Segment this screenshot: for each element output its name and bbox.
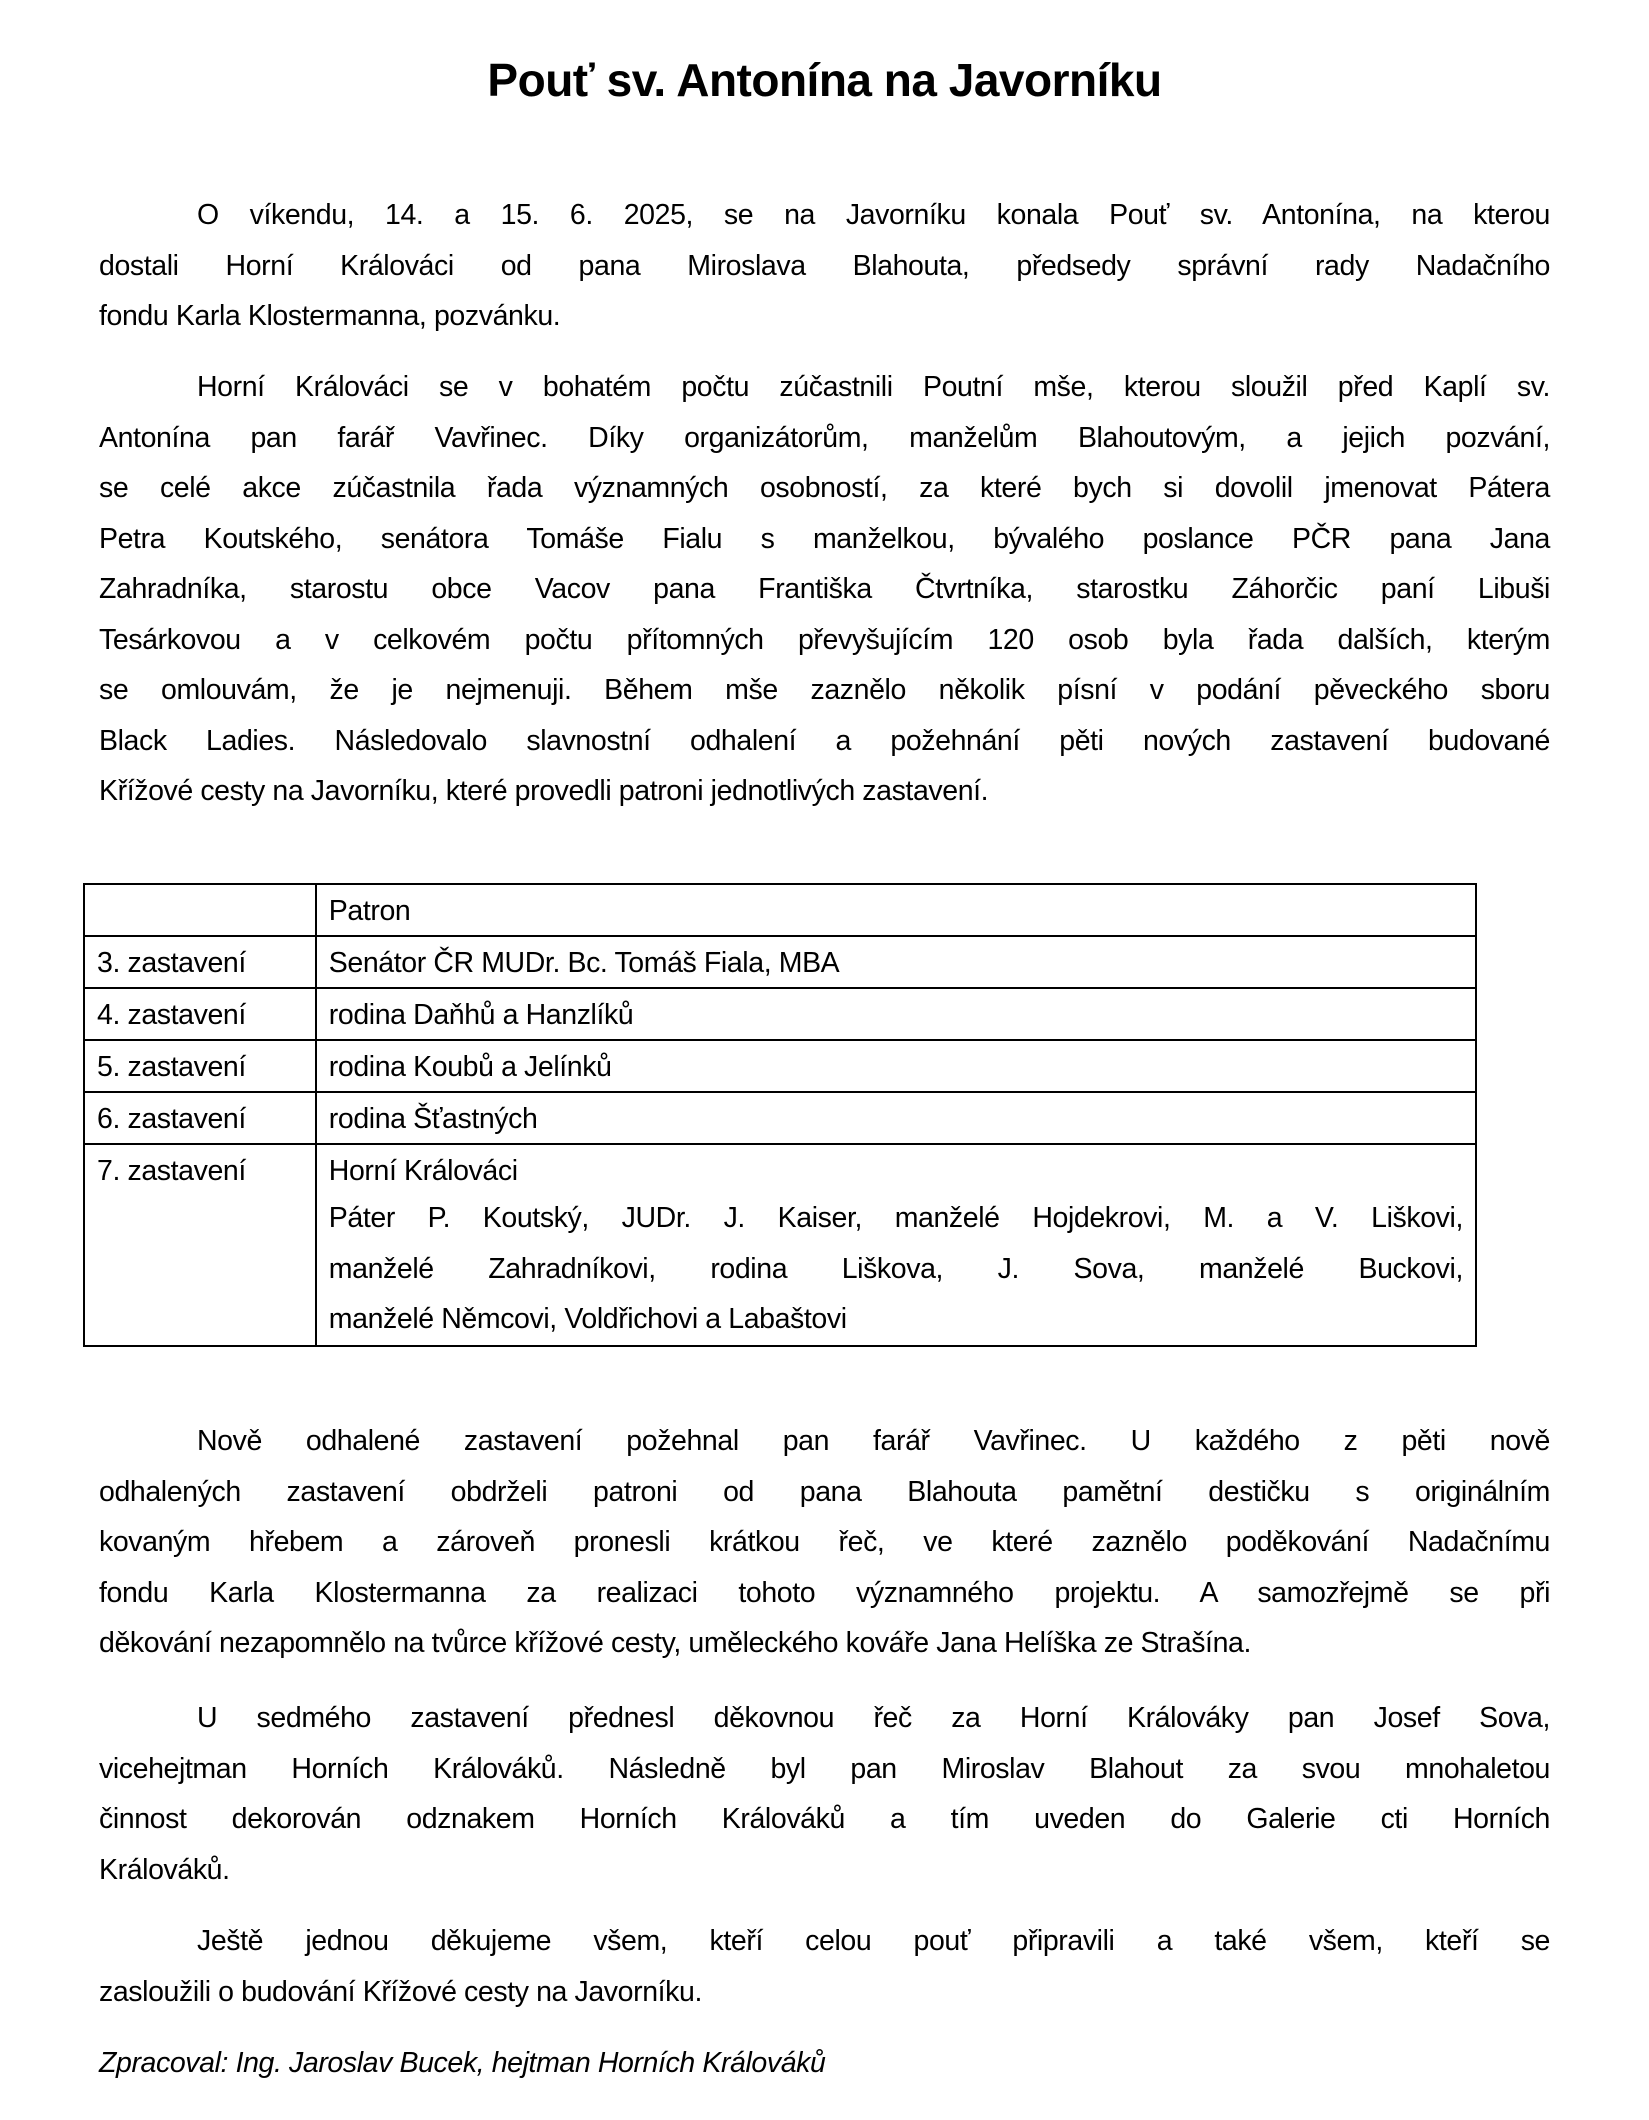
stop-cell: 7. zastavení	[84, 1144, 316, 1346]
paragraph-line: Antonína pan farář Vavřinec. Díky organizátorům, manželům Blahoutovým, a jejich pozvání,	[99, 421, 1550, 454]
patron-cell	[316, 988, 1476, 1040]
paragraph-line: děkování nezapomnělo na tvůrce křížové cesty, uměleckého kováře Jana Helíška ze Strašína.	[99, 1627, 1251, 1659]
table-header-row	[84, 884, 1476, 936]
table-row	[84, 1092, 1476, 1144]
stop-cell: 6. zastavení	[84, 1092, 316, 1144]
paragraph-line: Králováků.	[99, 1853, 230, 1886]
patron-line: rodina Koubů a Jelínků	[328, 1051, 612, 1083]
patron-cell	[316, 1040, 1476, 1092]
table-row	[84, 1040, 1476, 1092]
paragraph-line: vicehejtman Horních Králováků. Následně byl pan Miroslav Blahout za svou mnohaletou	[99, 1752, 1550, 1785]
document-title: Pouť sv. Antonína na Javorníku	[487, 54, 1162, 106]
paragraph-line: O víkendu, 14. a 15. 6. 2025, se na Javorníku konala Pouť sv. Antonína, na kterou	[197, 199, 1550, 231]
paragraph-mass-attendees	[99, 362, 1550, 817]
paragraph-line: fondu Karla Klostermanna za realizaci tohoto významného projektu. A samozřejmě se při	[99, 1576, 1550, 1609]
signature-text: Zpracoval: Ing. Jaroslav Bucek, hejtman Horních Králováků	[99, 2047, 826, 2079]
patron-line: rodina Šťastných	[328, 1103, 538, 1135]
patron-line: manželé Němcovi, Voldřichovi a Labaštovi	[328, 1303, 847, 1335]
paragraph-line: kovaným hřebem a zároveň pronesli krátkou řeč, ve které zaznělo poděkování Nadačnímu	[99, 1526, 1550, 1558]
table-header-empty	[84, 884, 316, 936]
patron-table	[83, 883, 1477, 1347]
table-row	[84, 988, 1476, 1040]
paragraph-line: odhalených zastavení obdrželi patroni od pana Blahouta pamětní destičku s originálním	[99, 1475, 1550, 1508]
patron-line: rodina Daňhů a Hanzlíků	[328, 999, 634, 1031]
paragraph-invitation	[99, 190, 1550, 342]
signature	[99, 2038, 1550, 2089]
stop-cell: 5. zastavení	[84, 1040, 316, 1092]
paragraph-line: Zahradníka, starostu obce Vacov pana Františka Čtvrtníka, starostku Záhorčic paní Libuši	[99, 573, 1550, 605]
paragraph-line: Křížové cesty na Javorníku, které provedli patroni jednotlivých zastavení.	[99, 775, 989, 807]
paragraph-line: zasloužili o budování Křížové cesty na Javorníku.	[99, 1975, 702, 2008]
patron-line: Horní Králováci	[328, 1155, 518, 1187]
paragraph-line: Horní Králováci se v bohatém počtu zúčastnili Poutní mše, kterou sloužil před Kaplí sv.	[197, 371, 1550, 403]
paragraph-line: dostali Horní Králováci od pana Miroslava Blahouta, předsedy správní rady Nadačního	[99, 249, 1550, 282]
paragraph-line: Tesárkovou a v celkovém počtu přítomných převyšujícím 120 osob byla řada dalších, kterým	[99, 623, 1550, 656]
table-row	[84, 936, 1476, 988]
table-header-patron: Patron	[316, 884, 1476, 936]
patron-line: Páter P. Koutský, JUDr. J. Kaiser, manželé Hojdekrovi, M. a V. Liškovi,	[328, 1202, 1463, 1234]
table-row	[84, 1144, 1476, 1346]
paragraph-line: činnost dekorován odznakem Horních Králováků a tím uveden do Galerie cti Horních	[99, 1803, 1550, 1835]
patron-line: manželé Zahradníkovi, rodina Liškova, J. Sova, manželé Buckovi,	[328, 1252, 1463, 1285]
patron-cell	[316, 936, 1476, 988]
paragraph-line: se omlouvám, že je nejmenuji. Během mše zaznělo několik písní v podání pěveckého sboru	[99, 674, 1550, 706]
stop-cell: 4. zastavení	[84, 988, 316, 1040]
patron-line: Senátor ČR MUDr. Bc. Tomáš Fiala, MBA	[328, 947, 840, 979]
paragraph-line: Ještě jednou děkujeme všem, kteří celou pouť připravili a také všem, kteří se	[197, 1925, 1550, 1957]
paragraph-seventh-stop	[99, 1693, 1550, 1895]
paragraph-line: Petra Koutského, senátora Tomáše Fialu s manželkou, bývalého poslance PČR pana Jana	[99, 522, 1550, 555]
stop-cell: 3. zastavení	[84, 936, 316, 988]
paragraph-thanks	[99, 1916, 1550, 2017]
patron-cell	[316, 1144, 1476, 1346]
paragraph-line: U sedmého zastavení přednesl děkovnou řeč za Horní Králováky pan Josef Sova,	[197, 1702, 1550, 1734]
paragraph-line: Black Ladies. Následovalo slavnostní odhalení a požehnání pěti nových zastavení budované	[99, 724, 1550, 757]
paragraph-line: Nově odhalené zastavení požehnal pan farář Vavřinec. U každého z pěti nově	[197, 1425, 1550, 1457]
paragraph-line: fondu Karla Klostermanna, pozvánku.	[99, 300, 561, 332]
paragraph-line: se celé akce zúčastnila řada významných osobností, za které bych si dovolil jmenovat Pátera	[99, 472, 1550, 504]
paragraph-blessing	[99, 1416, 1550, 1669]
patron-cell	[316, 1092, 1476, 1144]
